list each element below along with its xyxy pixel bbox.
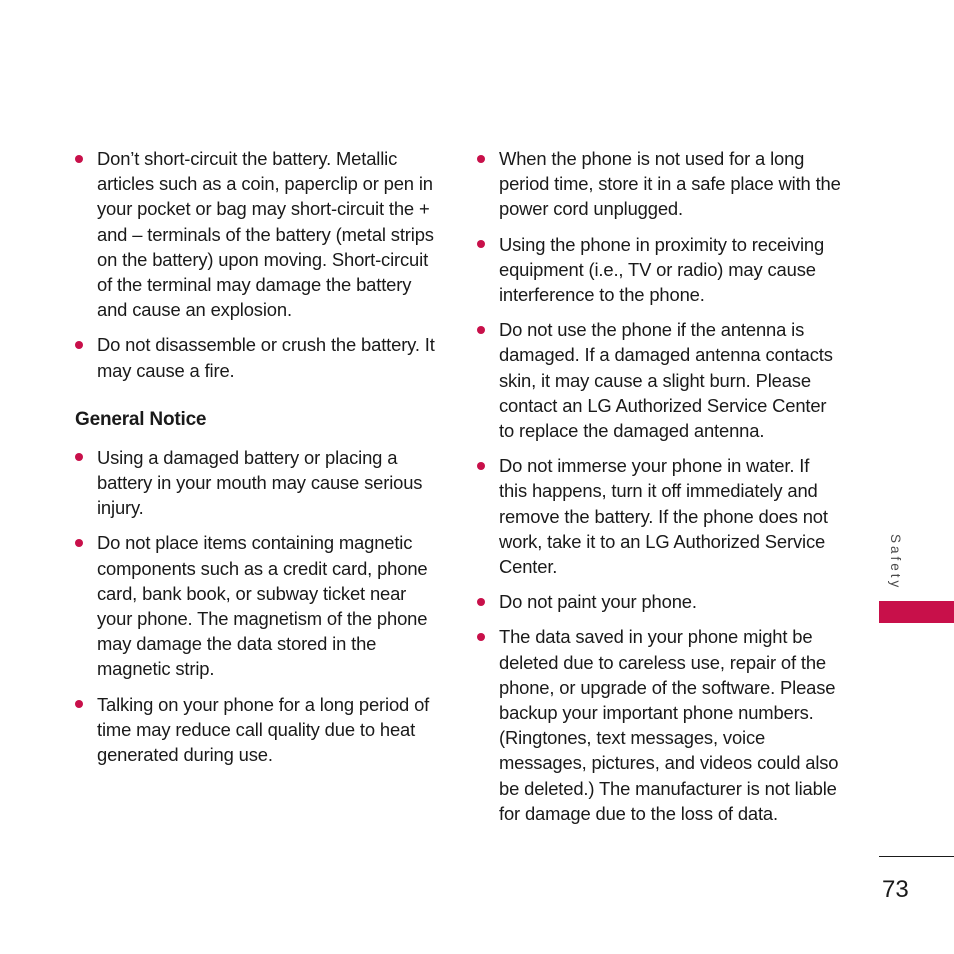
bullet-list-general-notice (75, 445, 440, 767)
list-item (75, 146, 440, 322)
bullet-dot-icon (75, 539, 83, 547)
bullet-dot-icon (477, 326, 485, 334)
page-number-rule (879, 856, 954, 857)
list-item (477, 232, 842, 308)
bullet-dot-icon (75, 341, 83, 349)
bullet-dot-icon (477, 633, 485, 641)
list-item-text: The data saved in your phone might be deleted due to careless use, repair of the phone, or upgrade of the software. Please backup your important phone numbers. (Ringtones, text messages, voice messages, pictures, and videos could also be deleted.) The manufacturer is not liable for damage due to the loss of data. (499, 626, 839, 824)
list-item (477, 317, 842, 443)
list-item (75, 530, 440, 681)
bullet-dot-icon (75, 155, 83, 163)
right-column (477, 146, 842, 836)
bullet-dot-icon (477, 240, 485, 248)
list-item (477, 146, 842, 222)
bullet-dot-icon (75, 453, 83, 461)
side-tab-label: Safety (888, 534, 903, 591)
list-item (75, 445, 440, 521)
bullet-dot-icon (477, 462, 485, 470)
list-item-text: When the phone is not used for a long period time, store it in a safe place with the power cord unplugged. (499, 148, 841, 220)
list-item-text: Using a damaged battery or placing a battery in your mouth may cause serious injury. (97, 446, 423, 519)
list-item-text: Using the phone in proximity to receiving equipment (i.e., TV or radio) may cause interference to the phone. (499, 233, 825, 306)
bullet-dot-icon (75, 700, 83, 708)
side-tab-bar (879, 601, 954, 623)
list-item (75, 332, 440, 382)
list-item-text: Don’t short-circuit the battery. Metallic articles such as a coin, paperclip or pen in your pocket or bag may short-circuit the + and – terminals of the battery (metal strips on the battery) upon moving. Short-circuit of the terminal may damage the battery and cause an explosion. (97, 148, 434, 321)
bullet-dot-icon (477, 155, 485, 163)
list-item-text: Do not paint your phone. (499, 591, 697, 613)
list-item-text: Do not use the phone if the antenna is damaged. If a damaged antenna contacts skin, it may cause a slight burn. Please contact an LG Authorized Service Center to replace the damaged antenna. (499, 319, 833, 442)
left-column (75, 146, 440, 777)
list-item (75, 692, 440, 768)
list-item-text: Do not immerse your phone in water. If this happens, turn it off immediately and remove the battery. If the phone does not work, take it to an LG Authorized Service Center. (499, 455, 828, 578)
list-item (477, 453, 842, 579)
section-heading: General Notice (75, 408, 207, 430)
list-item (477, 624, 842, 826)
list-item (477, 589, 842, 614)
page-number: 73 (882, 876, 909, 903)
bullet-dot-icon (477, 598, 485, 606)
bullet-list-battery (75, 146, 440, 383)
bullet-list-right (477, 146, 842, 826)
list-item-text: Talking on your phone for a long period of time may reduce call quality due to heat generated during use. (97, 693, 430, 766)
list-item-text: Do not disassemble or crush the battery. It may cause a fire. (97, 334, 435, 381)
list-item-text: Do not place items containing magnetic components such as a credit card, phone card, bank book, or subway ticket near your phone. The magnetism of the phone may damage the data stored in the magnetic strip. (97, 532, 428, 680)
